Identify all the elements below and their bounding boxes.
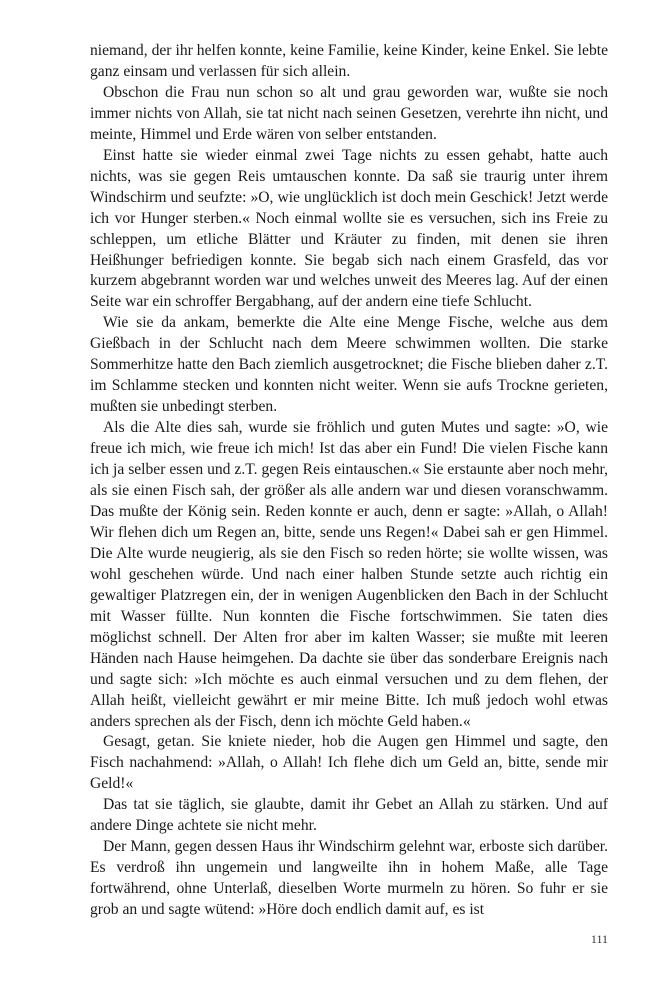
paragraph-4: Wie sie da ankam, bemerkte die Alte eine Menge Fische, welche aus dem Gießbach in der Schlucht nach dem Meere schwimmen wollten. Die starke Sommerhitze hatte den Bach ziemlich ausgetrocknet; die Fische blieben daher z.T. im Schlamme stecken und konnten nicht weiter. Wenn sie aufs Trockne gerieten, mußten sie unbedingt sterben. [90,314,608,416]
paragraph-5: Als die Alte dies sah, wurde sie fröhlich und guten Mutes und sagte: »O, wie freue ich mich, wie freue ich mich! Ist das aber ein Fund! Die vielen Fische kann ich ja selber essen und z.T. gegen Reis eintauschen.« Sie erstaunte aber noch mehr, als sie einen Fisch sah, der größer als alle andern war und diesen voranschwamm. Das mußte der König sein. Reden konnte er auch, denn er sagte: »Allah, o Allah! Wir flehen dich um Regen an, bitte, sende uns Regen!« Dabei sah er gen Himmel. Die Alte wurde neugierig, als sie den Fisch so reden hörte; sie wollte wissen, was wohl geschehen würde. Und nach einer halben Stunde setzte auch richtig ein gewaltiger Platzregen ein, der in wenigen Augenblicken den Bach in der Schlucht mit Wasser füllte. Nun konnten die Fische fortschwimmen. Sie taten dies möglichst schnell. Der Alten fror aber im kalten Wasser; sie mußte mit leeren Händen nach Hause heimgehen. Da dachte sie über das sonderbare Ereignis nach und sagte sich: »Ich möchte es auch einmal versuchen und zu dem flehen, der Allah heißt, vielleicht gewährt er mir meine Bitte. Ich muß jedoch wohl etwas anders sprechen als der Fisch, denn ich möchte Geld haben.« [90,419,608,730]
paragraph-2: Obschon die Frau nun schon so alt und grau geworden war, wußte sie noch immer nichts von Allah, sie tat nicht nach seinen Gesetzen, verehrte ihn nicht, und meinte, Himmel und Erde wären von selber entstanden. [90,83,608,143]
paragraph-1: niemand, der ihr helfen konnte, keine Familie, keine Kinder, keine Enkel. Sie lebte ganz einsam und verlassen für sich allein. [90,42,608,80]
paragraph-3: Einst hatte sie wieder einmal zwei Tage nichts zu essen gehabt, hatte auch nichts, was sie gegen Reis umtauschen konnte. Da saß sie traurig unter ihrem Windschirm und seufzte: »O, wie unglücklich ist doch mein Geschick! Jetzt werde ich vor Hunger sterben.« Noch einmal wollte sie es versuchen, sich ins Freie zu schleppen, um etliche Blätter und Kräuter zu finden, mit denen sie ihren Heißhunger befriedigen konnte. Sie begab sich nach einem Grasfeld, das vor kurzem abgebrannt worden war und welches unweit des Meeres lag. Auf der einen Seite war ein schroffer Bergabhang, auf der andern eine tiefe Schlucht. [90,146,608,311]
paragraph-6: Gesagt, getan. Sie kniete nieder, hob die Augen gen Himmel und sagte, den Fisch nachahmend: »Allah, o Allah! Ich flehe dich um Geld an, bitte, sende mir Geld!« [90,733,608,793]
paragraph-8: Der Mann, gegen dessen Haus ihr Windschirm gelehnt war, erboste sich darüber. Es verdroß ihn ungemein und langweilte ihn in hohem Maße, alle Tage fortwährend, ohne Unterlaß, dieselben Worte murmeln zu hören. So fuhr er sie grob an und sagte wütend: »Höre doch endlich damit auf, es ist [90,838,608,919]
body-text [90,41,608,921]
page-number: 111 [590,932,608,946]
paragraph-7: Das tat sie täglich, sie glaubte, damit ihr Gebet an Allah zu stärken. Und auf andere Dinge achtete sie nicht mehr. [90,796,608,835]
